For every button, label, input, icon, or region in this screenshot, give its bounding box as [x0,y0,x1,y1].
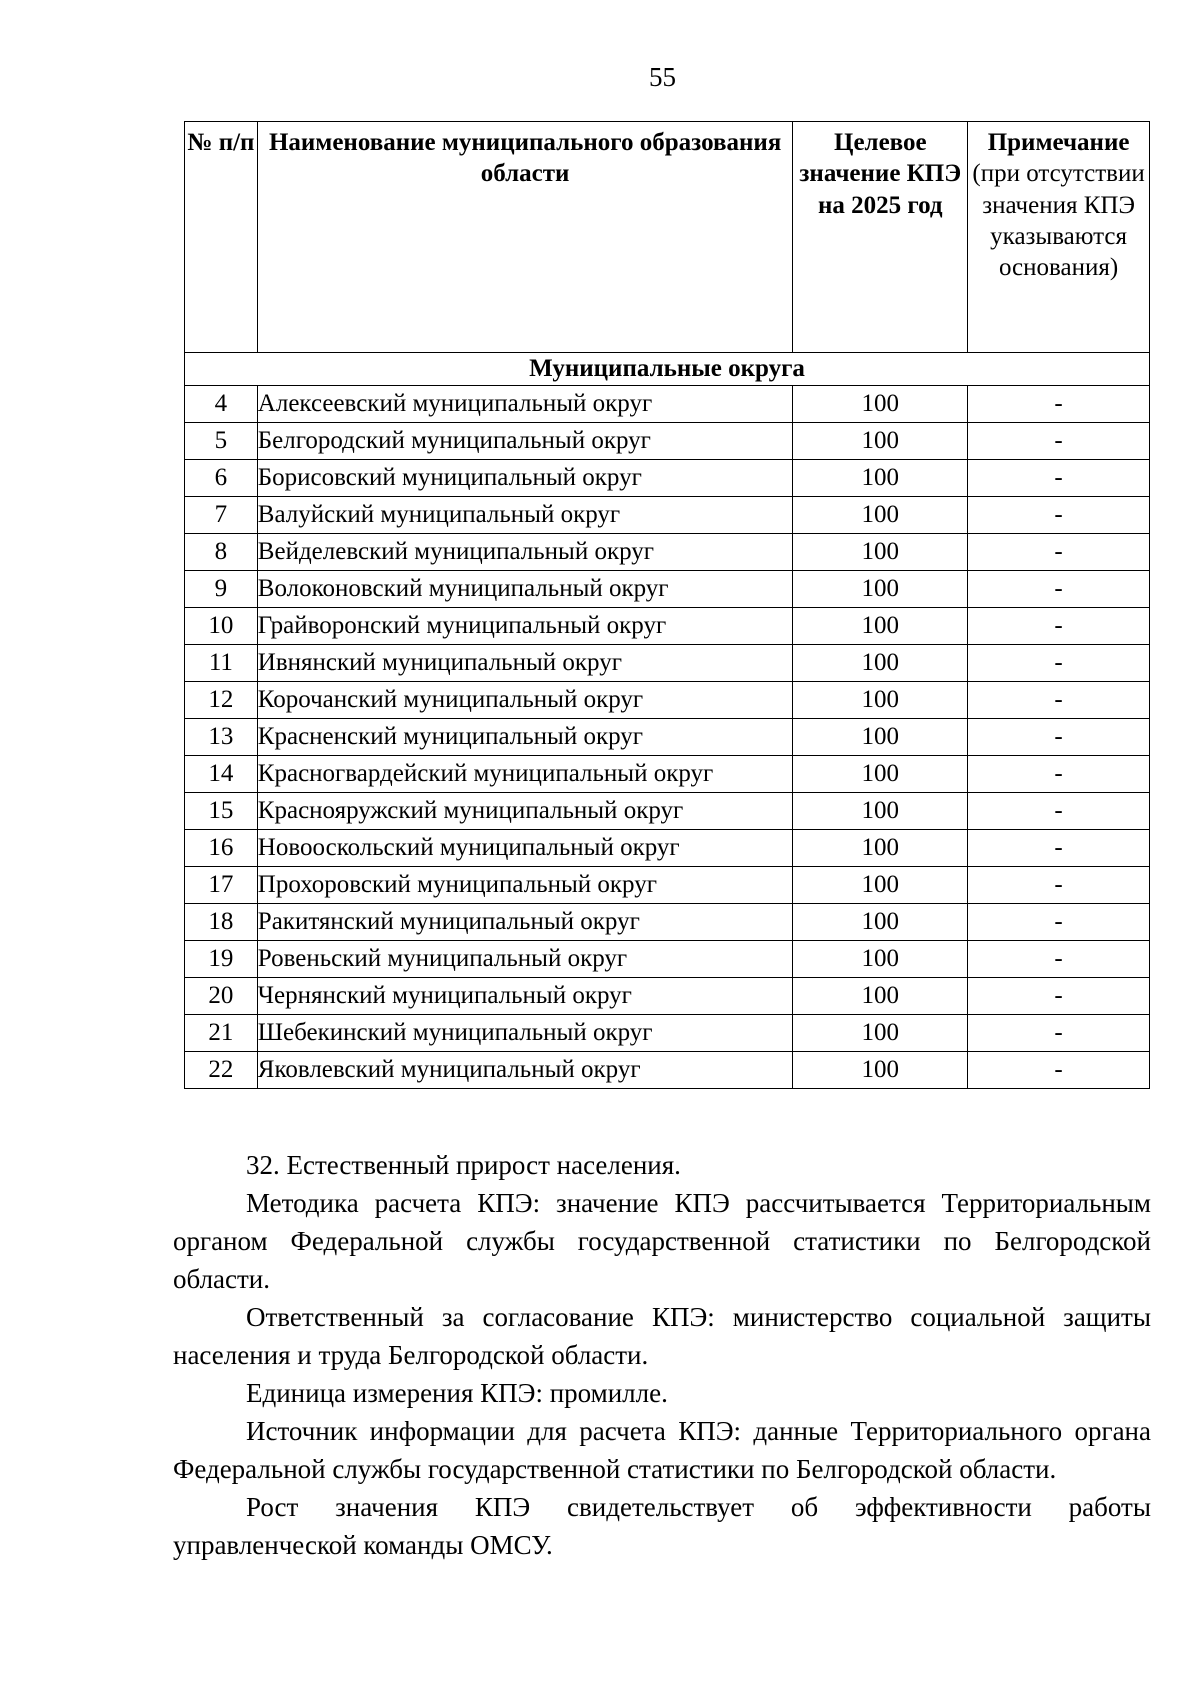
row-name: Шебекинский муниципальный округ [257,1015,793,1052]
paragraph-unit: Единица измерения КПЭ: промилле. [246,1378,668,1408]
section-title: Муниципальные округа [185,353,1150,386]
row-number: 12 [185,682,258,719]
table-row [185,608,1150,645]
table-row [185,756,1150,793]
row-number: 18 [185,904,258,941]
row-number: 8 [185,534,258,571]
row-name: Красногвардейский муниципальный округ [257,756,793,793]
row-note: - [968,1015,1150,1052]
row-name: Борисовский муниципальный округ [257,460,793,497]
row-note: - [968,793,1150,830]
row-target-value: 100 [793,608,968,645]
row-name: Ивнянский муниципальный округ [257,645,793,682]
header-number: № п/п [185,122,258,353]
header-name: Наименование муниципального образования области [257,122,793,353]
table-row [185,423,1150,460]
row-name: Яковлевский муниципальный округ [257,1052,793,1089]
row-number: 15 [185,793,258,830]
row-note: - [968,941,1150,978]
row-number: 9 [185,571,258,608]
row-name: Ракитянский муниципальный округ [257,904,793,941]
page-number: 55 [649,62,676,92]
row-note: - [968,497,1150,534]
row-name: Алексеевский муниципальный округ [257,386,793,423]
header-note-detail: (при отсутствии значения КПЭ указываются основания) [972,160,1145,281]
row-note: - [968,534,1150,571]
table-row [185,534,1150,571]
body-text [173,1146,1151,1564]
paragraph-growth-line2: управленческой команды ОМСУ. [173,1530,553,1560]
row-number: 7 [185,497,258,534]
row-target-value: 100 [793,682,968,719]
row-number: 10 [185,608,258,645]
row-target-value: 100 [793,719,968,756]
table-row [185,830,1150,867]
paragraph-source: Источник информации для расчета КПЭ: данные Территориального органа Федеральной службы государственной статистики по Белгородской области. [173,1416,1151,1484]
table-row [185,460,1150,497]
row-number: 21 [185,1015,258,1052]
row-note: - [968,830,1150,867]
table-row [185,682,1150,719]
row-note: - [968,904,1150,941]
row-number: 17 [185,867,258,904]
row-number: 16 [185,830,258,867]
row-number: 11 [185,645,258,682]
row-name: Новооскольский муниципальный округ [257,830,793,867]
row-note: - [968,756,1150,793]
section-row [185,353,1150,386]
table-row [185,1052,1150,1089]
row-target-value: 100 [793,1015,968,1052]
row-name: Грайворонский муниципальный округ [257,608,793,645]
table-row [185,867,1150,904]
row-number: 19 [185,941,258,978]
table-row [185,941,1150,978]
row-note: - [968,423,1150,460]
header-target-value: Целевое значение КПЭ на 2025 год [793,122,968,353]
row-number: 4 [185,386,258,423]
header-note-title: Примечание [987,129,1130,156]
row-target-value: 100 [793,1052,968,1089]
table-row [185,719,1150,756]
row-target-value: 100 [793,497,968,534]
row-number: 22 [185,1052,258,1089]
row-number: 6 [185,460,258,497]
table-row [185,497,1150,534]
paragraph-responsible: Ответственный за согласование КПЭ: министерство социальной защиты населения и труда Белгородской области. [173,1302,1151,1370]
row-number: 13 [185,719,258,756]
row-name: Краснояружский муниципальный округ [257,793,793,830]
row-note: - [968,608,1150,645]
row-note: - [968,645,1150,682]
row-target-value: 100 [793,645,968,682]
row-target-value: 100 [793,571,968,608]
row-note: - [968,1052,1150,1089]
table-row [185,1015,1150,1052]
table-header-row [185,122,1150,353]
row-number: 14 [185,756,258,793]
row-name: Белгородский муниципальный округ [257,423,793,460]
row-name: Прохоровский муниципальный округ [257,867,793,904]
row-note: - [968,719,1150,756]
table-row [185,645,1150,682]
paragraph-growth-line1: Рост значения КПЭ свидетельствует об эффективности работы [246,1492,1151,1522]
row-name: Красненский муниципальный округ [257,719,793,756]
row-number: 20 [185,978,258,1015]
row-target-value: 100 [793,904,968,941]
row-target-value: 100 [793,830,968,867]
row-note: - [968,682,1150,719]
table-row [185,793,1150,830]
row-number: 5 [185,423,258,460]
table-row [185,904,1150,941]
row-name: Вейделевский муниципальный округ [257,534,793,571]
table-row [185,386,1150,423]
row-note: - [968,460,1150,497]
paragraph-title: 32. Естественный прирост населения. [246,1150,681,1180]
row-note: - [968,867,1150,904]
header-note [968,122,1150,353]
row-target-value: 100 [793,386,968,423]
table-row [185,571,1150,608]
row-target-value: 100 [793,867,968,904]
row-target-value: 100 [793,793,968,830]
row-name: Корочанский муниципальный округ [257,682,793,719]
row-note: - [968,978,1150,1015]
row-name: Валуйский муниципальный округ [257,497,793,534]
row-name: Волоконовский муниципальный округ [257,571,793,608]
kpi-table [184,121,1150,1089]
table-row [185,978,1150,1015]
row-name: Ровеньский муниципальный округ [257,941,793,978]
row-note: - [968,386,1150,423]
row-target-value: 100 [793,534,968,571]
row-name: Чернянский муниципальный округ [257,978,793,1015]
row-target-value: 100 [793,941,968,978]
row-target-value: 100 [793,423,968,460]
row-target-value: 100 [793,978,968,1015]
row-target-value: 100 [793,460,968,497]
row-note: - [968,571,1150,608]
row-target-value: 100 [793,756,968,793]
paragraph-method: Методика расчета КПЭ: значение КПЭ рассчитывается Территориальным органом Федеральной службы государственной статистики по Белгородской области. [173,1188,1151,1294]
